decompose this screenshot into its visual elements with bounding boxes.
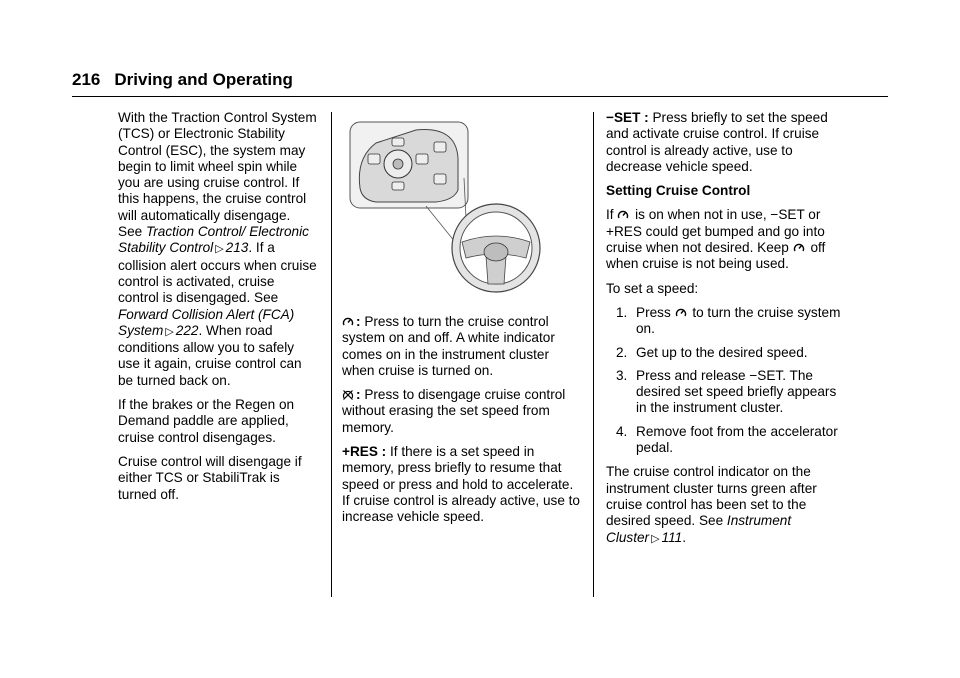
cruise-control-icon: [675, 307, 687, 319]
list-item: [606, 368, 846, 417]
step-number: 2.: [616, 344, 628, 360]
label: −SET :: [606, 110, 649, 125]
label: :: [356, 387, 361, 403]
text: Press to disengage cruise control without erasing the set speed from memory.: [342, 387, 566, 435]
paragraph-to-set: To set a speed:: [606, 280, 699, 296]
text: off when cruise is not being used.: [606, 240, 826, 272]
paragraph-set-button: [606, 110, 846, 175]
page-number: 216: [72, 70, 101, 89]
paragraph-cancel-button: [342, 387, 580, 436]
text: When road conditions allow you to safely use it again, cruise control can be turned back on.: [118, 322, 302, 388]
paragraph-if-on: [606, 207, 846, 272]
paragraph-res-button: [342, 444, 580, 525]
step-number: 1.: [616, 304, 628, 320]
text: If: [606, 207, 614, 223]
text: If a collision alert occurs when cruise control is activated, cruise control is disengaged. See: [118, 240, 317, 306]
page-ref: 222: [175, 322, 199, 338]
cruise-cancel-icon: [342, 389, 354, 401]
text: Remove foot from the accelerator pedal.: [636, 423, 838, 456]
text: With the Traction Control System (TCS) or Electronic Stability Control (ESC), the system may begin to limit wheel spin while you are using cruise control. If this happens, the cruise control will automatically disengage. See: [118, 110, 317, 240]
cruise-control-icon: [617, 209, 629, 221]
header-rule: [72, 96, 888, 97]
cruise-control-icon: [342, 316, 354, 328]
section-title: Driving and Operating: [114, 70, 293, 89]
column-divider-2: [593, 112, 594, 597]
cruise-control-icon: [793, 242, 805, 254]
steering-wheel-illustration: [346, 118, 542, 296]
text: If there is a set speed in memory, press briefly to resume that speed or press and hold to accelerate. If cruise control is already active, use to increase vehicle speed.: [342, 444, 580, 525]
paragraph-cruise-button: [342, 314, 580, 379]
column-1: [118, 110, 318, 511]
page-reference-arrow-icon: ▷: [651, 532, 660, 545]
text: Press briefly to set the speed and activate cruise control. If cruise control is already active, use to decrease vehicle speed.: [606, 110, 828, 174]
text: is on when not in use, −SET or +RES could get bumped and go into cruise when not desired. Keep: [606, 207, 825, 256]
paragraph-disengage: Cruise control will disengage if either TCS or StabiliTrak is turned off.: [118, 453, 302, 502]
paragraph-tcs: With the Traction Control System (TCS) or Electronic Stability Control (ESC), the system may begin to limit wheel spin while you are using cruise control. If this happens, the cruise control will automatically disengage. See Traction Control/ Electronic Stability Control ▷ 213. If a collision alert occurs when cruise control is activated, cruise control is disengaged. See Forward Collision Alert (FCA) System ▷ 222. When road conditions allow you to safely use it again, cruise control can be turned back on.: [118, 110, 317, 388]
list-item: [606, 345, 846, 361]
label: +RES :: [342, 444, 387, 460]
xref-link-traction-control[interactable]: Traction Control/ Electronic Stability Control: [118, 224, 309, 256]
list-item: [606, 424, 846, 457]
steps-list: [606, 305, 846, 456]
page-ref: 111: [661, 529, 683, 545]
column-2: [342, 110, 580, 534]
page-reference-arrow-icon: ▷: [215, 243, 224, 256]
page-ref: 213: [225, 240, 249, 256]
xref-link-fca[interactable]: Forward Collision Alert (FCA) System: [118, 306, 295, 338]
paragraph-brakes: If the brakes or the Regen on Demand paddle are applied, cruise control disengages.: [118, 397, 295, 445]
text: Get up to the desired speed.: [636, 344, 808, 360]
step-number: 3.: [616, 367, 628, 383]
page-reference-arrow-icon: ▷: [165, 325, 174, 338]
paragraph-indicator: The cruise control indicator on the instrument cluster turns green after cruise control has been set to the desired speed. See Instrument Cluster ▷ 111.: [606, 464, 817, 545]
text: The cruise control indicator on the instrument cluster turns green after cruise control has been set to the desired speed. See: [606, 464, 817, 529]
text: Press: [636, 304, 671, 320]
column-divider-1: [331, 112, 332, 597]
text: Press to turn the cruise control system on and off. A white indicator comes on in the instrument cluster when cruise is turned on.: [342, 314, 555, 378]
section-heading: Setting Cruise Control: [606, 183, 751, 199]
step-number: 4.: [616, 423, 628, 439]
list-item: [606, 305, 846, 338]
text: Press and release −SET. The desired set speed briefly appears in the instrument cluster.: [636, 367, 837, 416]
label: :: [356, 314, 361, 329]
column-3: [606, 110, 846, 555]
page-header: [72, 70, 888, 90]
xref-link-instrument-cluster[interactable]: Instrument Cluster: [606, 513, 792, 545]
text: to turn the cruise system on.: [636, 304, 841, 337]
